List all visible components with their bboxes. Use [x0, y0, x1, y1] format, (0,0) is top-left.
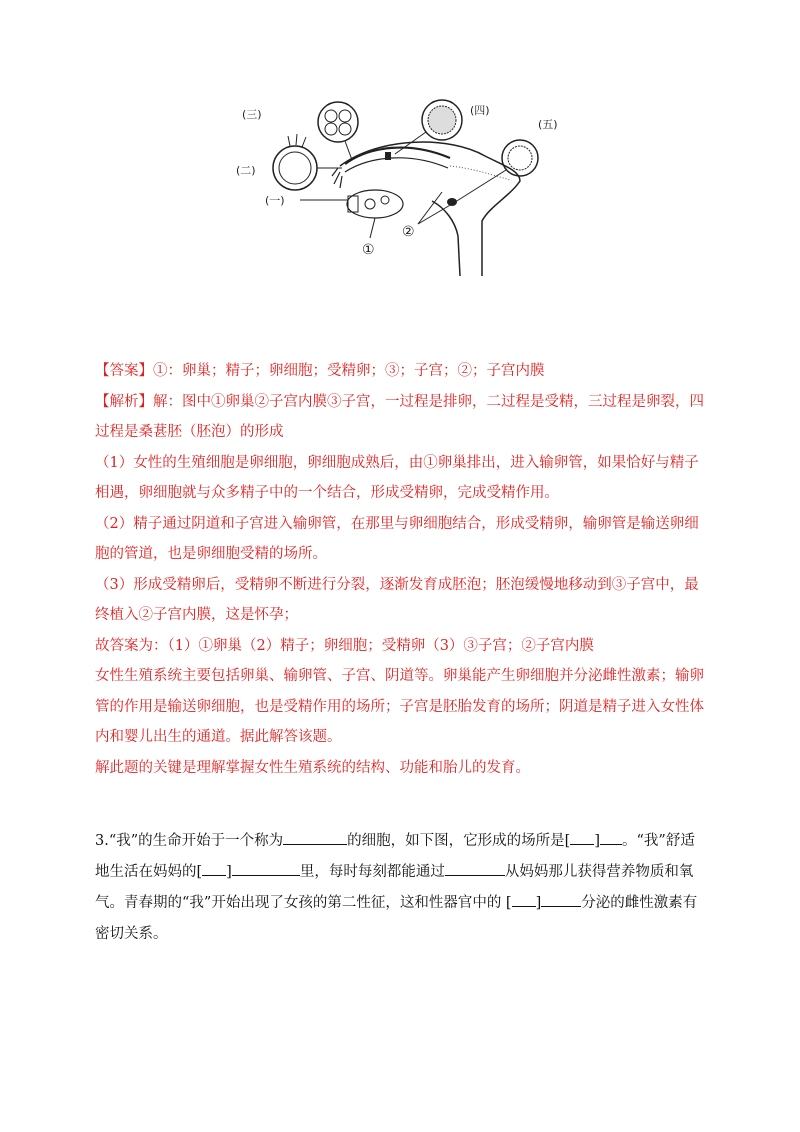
analysis-tag: 【解析】: [95, 393, 153, 410]
blank-cell-name[interactable]: [283, 830, 347, 845]
fimbriae: [332, 168, 342, 188]
answer-line: [95, 356, 705, 387]
question-text: [95, 826, 705, 950]
cell: [339, 123, 351, 135]
question-segment: 分泌的雌性激素有密切关系。: [95, 895, 698, 942]
answer-tag: 【答案】: [95, 363, 153, 379]
four-cell-embryo: [318, 102, 358, 142]
follicle: [365, 199, 375, 209]
label-four: (四): [470, 104, 490, 117]
pointer-line: [345, 141, 352, 160]
reproductive-system-diagram: [220, 96, 580, 286]
question-segment: 3.“我”的生命开始于一个称为: [95, 833, 284, 849]
analysis-line: [95, 387, 705, 448]
fallopian-tube: [345, 148, 450, 164]
analysis-text: 解：图中①卵巢②子宫内膜③子宫，一过程是排卵，二过程是受精，三过程是卵裂，四过程是桑葚胚（胚泡）的形成: [95, 393, 704, 440]
question-segment: ]: [535, 895, 542, 911]
pointer-line: [452, 170, 506, 204]
blank-number[interactable]: [202, 861, 226, 876]
cell: [325, 110, 337, 122]
label-circle-one: ①: [362, 242, 375, 258]
blank-organ-name[interactable]: [541, 892, 581, 907]
label-five: (五): [538, 118, 558, 131]
blastocyst-inner: [508, 146, 532, 170]
question-segment: ]: [226, 864, 232, 880]
analysis-paragraph-3: （3）形成受精卵后，受精卵不断进行分裂，逐渐发育成胚泡；胚泡缓慢地移动到③子宫中，最终植入②子宫内膜，这是怀孕；: [95, 576, 699, 623]
diagram-svg: [220, 96, 580, 286]
blank-place[interactable]: [600, 830, 622, 845]
pointer-line: [418, 192, 442, 224]
analysis-paragraph-1: （1）女性的生殖细胞是卵细胞，卵细胞成熟后，由①卵巢排出，进入输卵管，如果恰好与精子相遇，卵细胞就与众多精子中的一个结合，形成受精卵，完成受精作用。: [95, 454, 699, 501]
question-segment: 。“我”舒适地生活在妈妈的[: [95, 833, 695, 880]
blastocyst: [502, 140, 538, 176]
fallopian-tube-inner: [345, 158, 448, 172]
analysis-paragraph-2: （2）精子通过阴道和子宫进入输卵管，在那里与卵细胞结合，形成受精卵，输卵管是输送卵细胞的管道，也是卵细胞受精的场所。: [95, 515, 699, 562]
morula-marker: [385, 152, 391, 160]
answer-text: ①：卵巢；精子；卵细胞；受精卵；③；子宫；②；子宫内膜: [153, 363, 545, 379]
blank-number[interactable]: [512, 892, 536, 907]
final-answer: 故答案为：（1）①卵巢（2）精子；卵细胞；受精卵（3）③子宫；②子宫内膜: [95, 637, 594, 654]
follicle: [381, 196, 389, 204]
blank-structure[interactable]: [445, 861, 505, 876]
explanation-paragraph: 女性生殖系统主要包括卵巢、输卵管、子宫、阴道等。卵巢能产生卵细胞并分泌雌性激素；输卵管的作用是输送卵细胞，也是受精作用的场所；子宫是胚胎发育的场所；阴道是精子进入女性体内和婴儿出生的通道。据此解答该题。: [95, 668, 704, 745]
cell: [325, 123, 337, 135]
question-segment: ]: [594, 833, 600, 849]
egg-nucleus: [279, 152, 311, 184]
label-circle-two: ②: [402, 224, 415, 240]
question-3: [95, 826, 705, 950]
question-segment: 从妈妈那儿获得营养物质和氧气。青春期的“我”开始出现了女孩的第二性征，这和性器官中的 [: [95, 864, 694, 911]
morula-cells: [428, 106, 456, 134]
cell: [339, 110, 351, 122]
question-segment: 里，每时每刻都能通过: [299, 864, 445, 880]
blank-organ[interactable]: [232, 861, 300, 876]
implantation-site: [447, 198, 457, 206]
label-two: (二): [236, 164, 256, 177]
answer-section: [95, 356, 705, 783]
pointer-line: [370, 218, 375, 238]
label-one: (一): [265, 194, 285, 207]
sperm-tails: [288, 134, 306, 147]
egg-cell: [273, 146, 317, 190]
label-three: (三): [242, 108, 262, 121]
question-segment: 的细胞，如下图，它形成的场所是[: [347, 833, 571, 849]
key-point: 解此题的关键是理解掌握女性生殖系统的结构、功能和胎儿的发育。: [95, 759, 530, 776]
blank-number[interactable]: [570, 830, 594, 845]
